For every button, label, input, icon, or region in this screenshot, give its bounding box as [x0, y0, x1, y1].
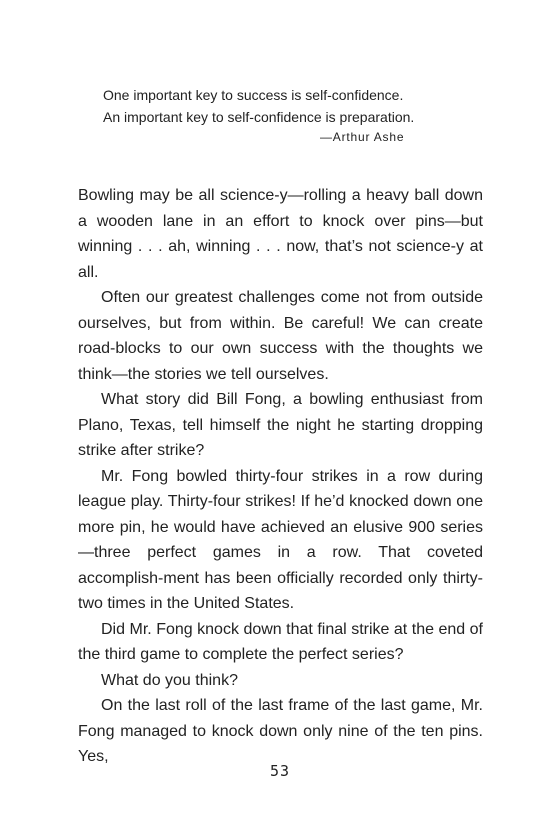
epigraph-attribution: —Arthur Ashe — [320, 130, 405, 144]
paragraph: What do you think? — [101, 671, 238, 689]
paragraph: Did Mr. Fong knock down that final strike at the end of the third game to complete the perfect series? — [78, 620, 483, 663]
paragraph: Mr. Fong bowled thirty-four strikes in a row during league play. Thirty-four strikes! If he’d knocked down one more pin, he would have achieved an elusive 900 series—three perfect games in a row. That coveted accomplish-ment has been officially recorded only thirty-two times in the United States. — [78, 467, 483, 612]
paragraph: On the last roll of the last frame of the last game, Mr. Fong managed to knock down only nine of the ten pins. Yes, — [78, 697, 483, 765]
epigraph — [103, 84, 463, 128]
body-text — [78, 183, 483, 770]
paragraph: Bowling may be all science-y—rolling a heavy ball down a wooden lane in an effort to knock over pins—but winning . . . ah, winning . . . now, that’s not science-y at all. — [78, 187, 483, 281]
epigraph-line: One important key to success is self-confidence. — [103, 87, 404, 103]
epigraph-line: An important key to self-confidence is preparation. — [103, 109, 415, 125]
page-number: 53 — [269, 762, 291, 780]
paragraph: What story did Bill Fong, a bowling enthusiast from Plano, Texas, tell himself the night he starting dropping strike after strike? — [78, 391, 483, 459]
paragraph: Often our greatest challenges come not from outside ourselves, but from within. Be careful! We can create road-blocks to our own success with the thoughts we think—the stories we tell ourselves. — [78, 289, 483, 383]
